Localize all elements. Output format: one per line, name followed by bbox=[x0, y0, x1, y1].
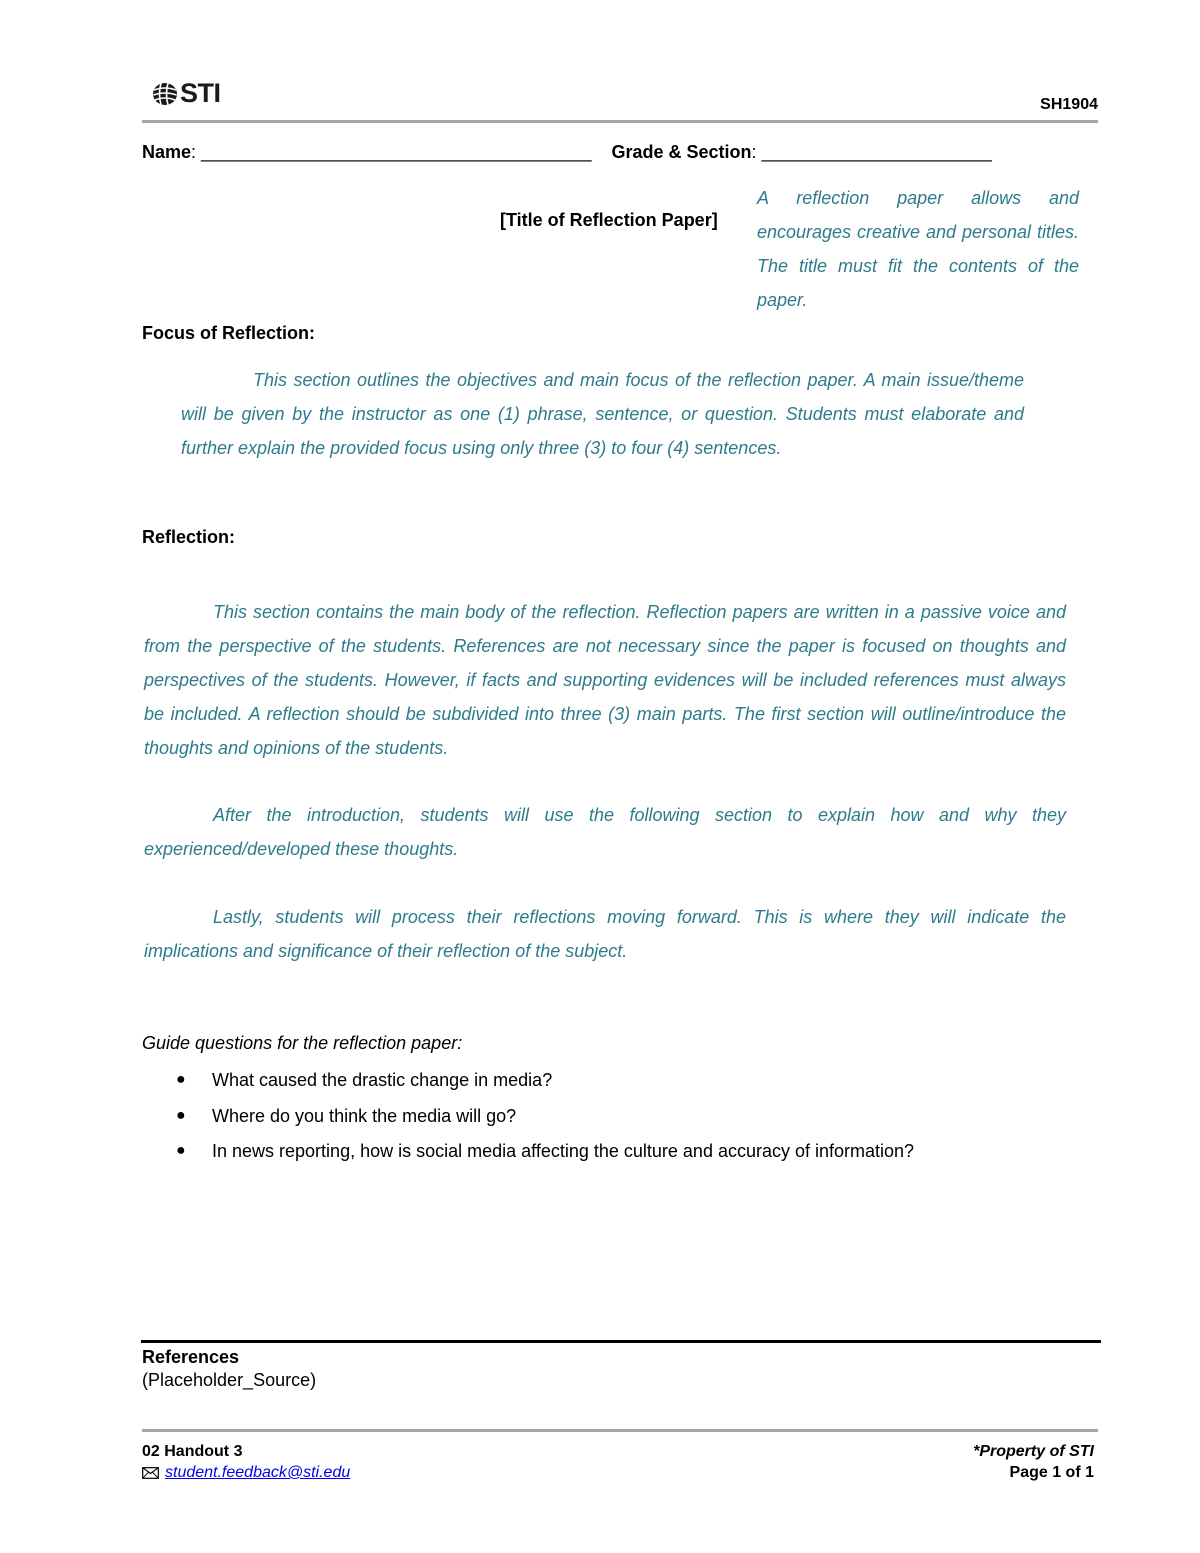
page-number: Page 1 of 1 bbox=[1009, 1464, 1094, 1481]
bullet-icon: ● bbox=[176, 1071, 186, 1088]
name-grade-line: Name: _______________________________________ Grade & Section: _______________________ bbox=[142, 142, 992, 162]
header-divider bbox=[142, 120, 1098, 123]
list-item: ● In news reporting, how is social media affecting the culture and accuracy of information? bbox=[142, 1135, 914, 1171]
sti-logo bbox=[152, 78, 221, 109]
globe-logo-icon bbox=[152, 81, 178, 107]
document-code: SH1904 bbox=[1040, 96, 1098, 113]
references-source: (Placeholder_Source) bbox=[142, 1370, 317, 1390]
feedback-email-link[interactable]: student.feedback@sti.edu bbox=[165, 1464, 351, 1481]
list-item: ● What caused the drastic change in media? bbox=[142, 1064, 914, 1100]
reflection-paragraph: Lastly, students will process their reflections moving forward. This is where they will indicate the implications and significance of their reflection of the subject. bbox=[144, 907, 1066, 961]
bullet-icon: ● bbox=[176, 1142, 186, 1159]
reflection-paragraph: This section contains the main body of the reflection. Reflection papers are written in a passive voice and from the perspective of the students. References are not necessary since the paper is focused on thoughts and perspectives of the students. However, if facts and supporting evidences will be included references must always be included. A reflection should be subdivided into three (3) main parts. The first section will outline/introduce the thoughts and opinions of the students. bbox=[144, 602, 1066, 758]
title-note: A reflection paper allows and encourages creative and personal titles. The title must fit the contents of the paper. bbox=[757, 188, 1079, 310]
feedback-email bbox=[142, 1464, 350, 1482]
focus-heading: Focus of Reflection: bbox=[142, 323, 316, 343]
grade-section-field[interactable]: _______________________ bbox=[761, 142, 992, 162]
reflection-heading: Reflection: bbox=[142, 527, 236, 547]
handout-label: 02 Handout 3 bbox=[142, 1443, 243, 1460]
name-label: Name bbox=[142, 142, 192, 162]
list-item: ● Where do you think the media will go? bbox=[142, 1100, 914, 1136]
guide-question-list bbox=[142, 1064, 914, 1171]
guide-label: Guide questions for the reflection paper: bbox=[142, 1033, 463, 1053]
footer-divider bbox=[142, 1429, 1098, 1432]
paper-title: [Title of Reflection Paper] bbox=[500, 210, 718, 230]
envelope-icon bbox=[142, 1467, 159, 1479]
reflection-paragraph: After the introduction, students will use the following section to explain how and why they experienced/developed these thoughts. bbox=[144, 805, 1066, 859]
focus-body: This section outlines the objectives and main focus of the reflection paper. A main issue/theme will be given by the instructor as one (1) phrase, sentence, or question. Students must elaborate and further explain the provided focus using only three (3) to four (4) sentences. bbox=[181, 370, 1024, 458]
references-divider bbox=[141, 1340, 1101, 1343]
bullet-icon: ● bbox=[176, 1106, 186, 1124]
name-field[interactable]: _______________________________________ bbox=[201, 142, 592, 162]
references-heading: References bbox=[142, 1347, 240, 1367]
property-notice: *Property of STI bbox=[973, 1443, 1094, 1460]
grade-section-label: Grade & Section bbox=[611, 142, 752, 162]
logo-text: STI bbox=[180, 78, 221, 108]
